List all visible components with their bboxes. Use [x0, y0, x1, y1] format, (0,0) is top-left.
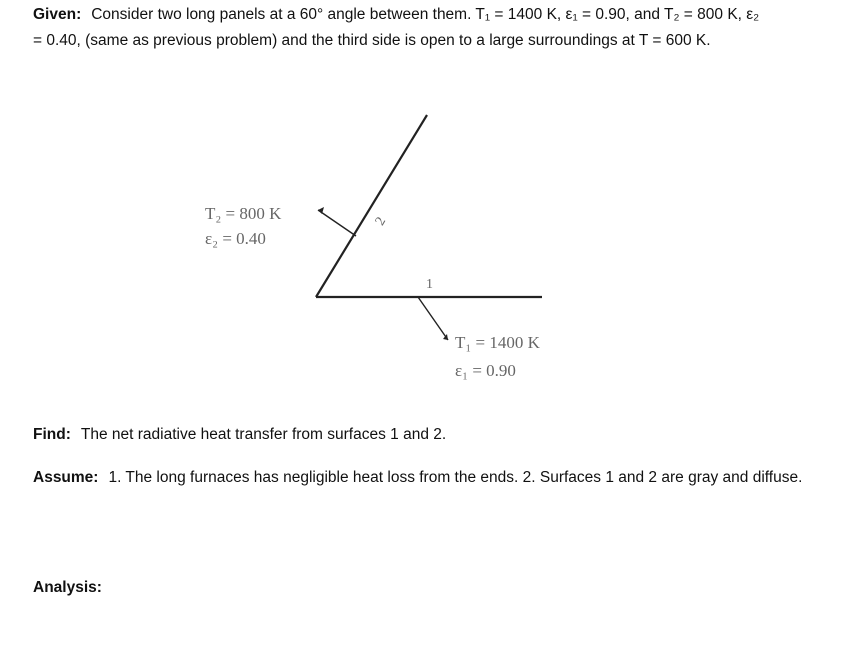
- analysis-paragraph: [33, 575, 823, 601]
- assume-label: Assume:: [33, 469, 99, 486]
- surface-2-line: [316, 115, 427, 297]
- surface-2-leader: [318, 210, 356, 236]
- surface-1-number: 1: [426, 277, 433, 292]
- surface-2-temperature: T₂ = 800 K: [205, 204, 282, 223]
- surface-2-number: 2: [372, 214, 390, 229]
- find-paragraph: [33, 422, 823, 448]
- find-label: Find:: [33, 426, 71, 443]
- find-text: The net radiative heat transfer from surfaces 1 and 2.: [80, 426, 447, 443]
- surface-1-temperature: T₁ = 1400 K: [455, 333, 540, 352]
- assume-text: 1. The long furnaces has negligible heat loss from the ends. 2. Surfaces 1 and 2 are gray and diffuse.: [108, 469, 803, 486]
- surface-1-emissivity: ε₁ = 0.90: [455, 361, 516, 380]
- assume-paragraph: [33, 465, 823, 491]
- surface-1-leader: [418, 297, 448, 340]
- given-label: Given:: [33, 6, 82, 23]
- surface-2-emissivity: ε₂ = 0.40: [205, 229, 266, 248]
- analysis-label: Analysis:: [33, 579, 102, 596]
- given-text-line2: = 0.40, (same as previous problem) and the third side is open to a large surroundings at T = 600 K.: [33, 32, 711, 49]
- given-text-line1: Consider two long panels at a 60° angle between them. T₁ = 1400 K, ε₁ = 0.90, and T₂ = 800 K, ε₂: [91, 6, 760, 23]
